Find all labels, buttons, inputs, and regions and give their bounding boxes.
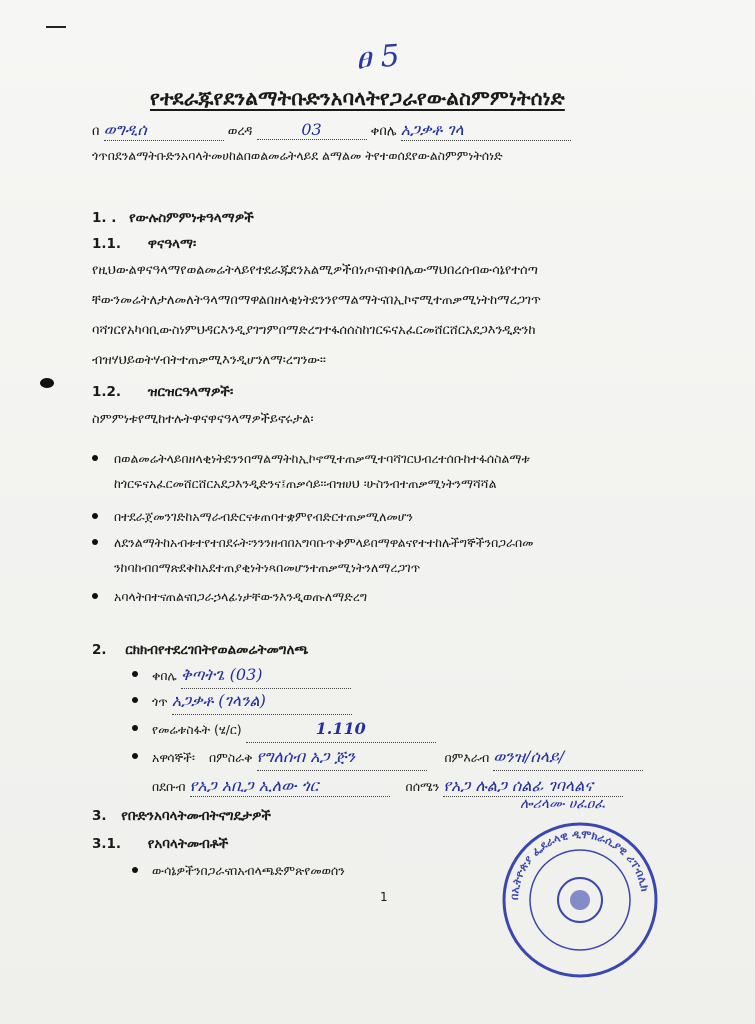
list-item (92, 504, 712, 529)
list-item-line: ውሳኔዎችንበጋራናበአብላጫድምጽየመወሰን (152, 863, 345, 878)
section-3-1-title: የአባላትመብቶች (147, 836, 229, 852)
location-line (92, 120, 571, 141)
handwritten-note: ሎሪላሙ ሀፈዐፈ (520, 796, 605, 812)
list-item-line: ንከባከብበማጽደቅከአደተጠያቂነትነጻበመሆንተጠቃሚነትንለማረጋገጥ (114, 560, 421, 575)
handwritten-page-mark: ፀ 5 (354, 38, 401, 77)
document-title: የተደራጁየደንልማትቡድንአባላትየጋራየውልስምምነትሰነድ (150, 86, 565, 110)
bullet-dot (132, 725, 138, 731)
list-item-line: ለደንልማትከአብቱተየተበደሩት፡ንንንዘብበአግባቡጥቅምላይበማዋልናየተተከሉችግኞችንበጋራበመ (114, 535, 534, 550)
south-value: የአጋ ሉልጋ ሰልፊ ገባላልና (443, 776, 593, 795)
section-3-heading (92, 808, 271, 824)
list-item-line: ከጎርፍናአፈርመሸርሸርአደጋእንዲድንና፤ጠቃሳይ፡፡ብዝሀህ ፡ሁስንብተጠቃሚነትንማሻሻል (114, 476, 497, 491)
east-value: የግለሰብ አጋ ጅን (256, 747, 355, 766)
north-label: በደቡብ (152, 779, 186, 794)
list-item (92, 584, 712, 609)
woreda-value: 03 (301, 120, 322, 139)
section-1-1-heading (92, 236, 196, 252)
section-1-heading (92, 210, 254, 226)
section-2-title: ርክክብየተደረገበትየወልመሬትመግለጫ (125, 642, 309, 658)
paragraph-line: ቸውንመሬትለታለመለትዓላማበማዋልበዘላቂነትደንንየማልማትናበኢኮኖሚተጠቃሚነትከማረጋገጥ (92, 293, 541, 308)
land-kebele-row (92, 662, 712, 689)
scan-mark (46, 26, 66, 28)
land-got-row (92, 688, 712, 715)
section-3-title: የቡድንአባላትመብትናግዴታዎች (121, 808, 271, 824)
list-item (92, 446, 712, 496)
page-number: 1 (380, 890, 388, 904)
section-1-title: የውሉስምምነቱዓላማዎች (129, 210, 254, 226)
svg-text:በኢትዮጵያ ፌደራላዊ ዲሞክራሲያዊ ሪፐብሊክ (508, 828, 651, 900)
list-item (92, 530, 712, 580)
paragraph-line: የዚህውልዋናዓላማየወልመሬትላይየተደራጁደንአልሚዎችበነጦናበቀበሌውማህበረሰብውሳኔየተሰጣ (92, 263, 538, 278)
land-area-row (92, 716, 712, 743)
neighbors-row (92, 744, 712, 771)
intro-line: ጎጥበደንልማትቡድንአባላትመሀከልበወልመሬትላይደ ልማልመ ትየተወሰደየውልስምምነትሰነድ (92, 148, 503, 163)
official-stamp (500, 820, 660, 980)
section-1-1-paragraph (92, 256, 692, 376)
stamp-text: በኢትዮጵያ ፌደራላዊ ዲሞክራሲያዊ ሪፐብሊክ (507, 827, 652, 901)
south-label: በሰሜን (405, 779, 440, 794)
location-prefix: በ (92, 124, 100, 139)
north-value: የአጋ አቢጋ ኢለው ጎር (189, 776, 319, 795)
region-field (104, 120, 224, 141)
bullet-dot (92, 513, 98, 519)
west-label: በምእራብ (444, 750, 490, 765)
bullet-dot (92, 593, 98, 599)
paragraph-line: ብዝሃህይወትሃብትተጠቃሚእንዲሆንለማ፡ረግንው። (92, 353, 326, 368)
neighbors-row-2 (152, 776, 623, 797)
list-item-line: በተደራጀመንገድከአማራብድርናቱጠባተቋምየብድርተጠቃሚለመሆን (114, 509, 413, 524)
west-value: ወንዝ/ሰላይ/ (493, 747, 565, 766)
paragraph-line: ባሻገርየአካባቢውስነምህዳርእንዲያገግምበማድረግተፋሰሰስከገርፍናአፈርመሸርሸርአደጋእንዲድንከ (92, 323, 536, 338)
land-kebele-label: ቀበሌ (152, 668, 177, 683)
section-1-number: 1. . (92, 210, 117, 226)
section-2-heading (92, 642, 308, 658)
land-area-value: 1.110 (315, 719, 366, 738)
neighbors-label: አዋሳኞች፡ (152, 750, 195, 765)
section-3-1-heading (92, 836, 228, 852)
bullet-dot (132, 671, 138, 677)
kebele-label: ቀበሌ (370, 124, 397, 139)
section-1-2-heading (92, 384, 233, 400)
land-got-label: ጎጥ (152, 694, 168, 709)
land-got-value: አጋቃቶ (ገላንል) (171, 691, 266, 710)
section-3-1-number: 3.1. (92, 836, 122, 852)
list-item-line: በወልመሬትላይበዘላቂነትደንንበማልማትከኢኮኖሚተጠቃሚተባሻገርህብረተሰቡከተፋሰስልማቱ (114, 451, 530, 466)
section-3-number: 3. (92, 808, 107, 824)
land-kebele-value: ቅጣትጌ (03) (180, 665, 263, 684)
bullet-dot (132, 697, 138, 703)
kebele-value: አጋቃቶ ገላ (400, 120, 464, 139)
region-value: ወግዲሰ (103, 120, 147, 139)
east-label: በምስራቅ (208, 750, 253, 765)
section-1-2-intro: ስምምነቱየሚከተሉትዋናዋናዓላማዎችይኖሩታል፡ (92, 412, 314, 427)
section-1-1-number: 1.1. (92, 236, 122, 252)
bullet-dot (132, 753, 138, 759)
punch-hole (40, 378, 54, 388)
list-item-line: አባላትበተናጠልናበጋራኃላፊነታቸውንእንዲወጡለማድረግ (114, 589, 368, 604)
section-1-1-title: ዋናዓላማ፡ (147, 236, 197, 252)
bullet-dot (92, 455, 98, 461)
section-1-2-title: ዝርዝርዓላማዎች፡ (147, 384, 234, 400)
bullet-dot (132, 867, 138, 873)
woreda-label: ወረዳ (227, 124, 253, 139)
land-area-label: የመሬቱስፋት (ሄ/ር) (152, 722, 242, 737)
section-1-2-number: 1.2. (92, 384, 122, 400)
section-2-number: 2. (92, 642, 107, 658)
bullet-dot (92, 539, 98, 545)
kebele-field (401, 120, 571, 141)
woreda-field (257, 120, 367, 140)
